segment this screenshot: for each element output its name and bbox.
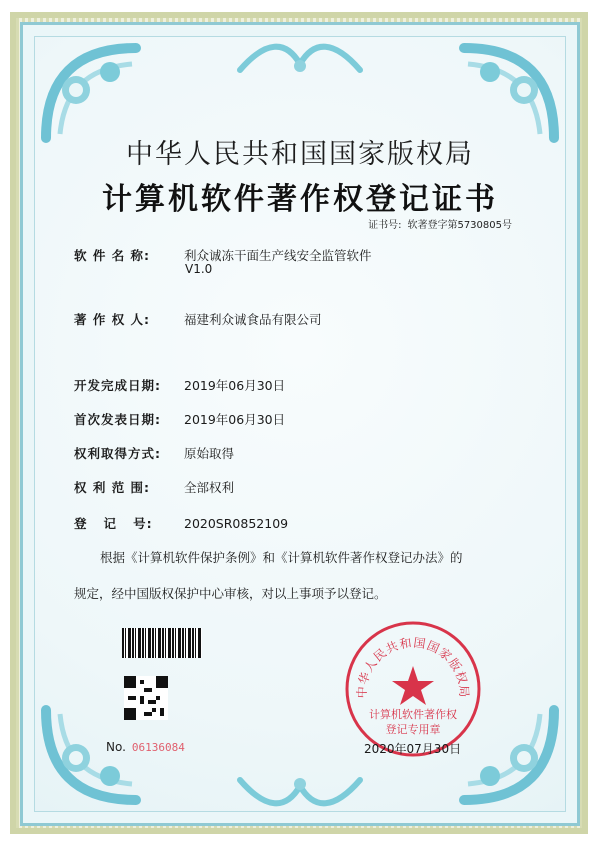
body-text-line-2: 规定，经中国版权保护中心审核，对以上事项予以登记。 [74,586,387,601]
qr-code [124,676,168,720]
barcode [122,628,202,658]
field-software-name [74,246,372,264]
issue-date: 2020年07月30日 [364,742,462,756]
field-value: 全部权利 [184,480,235,495]
field-value: 福建利众诚食品有限公司 [184,312,322,327]
field-label: 登 记 号: [74,516,153,531]
field-label: 开发完成日期: [74,378,161,393]
serial-value: 06136084 [131,741,185,754]
field-registration-number [74,514,288,532]
issuing-authority: 中华人民共和国国家版权局 [126,139,474,170]
field-label: 权利取得方式: [74,446,161,461]
field-label: 著 作 权 人: [74,312,151,327]
seal-ring-text: 中华人民共和国国家版权局 [354,635,472,699]
certificate-number-label: 证书号: [368,220,402,231]
field-value: 原始取得 [184,446,235,461]
seal-text-line-1: 计算机软件著作权 [369,708,457,721]
official-seal [342,618,484,760]
field-acquisition-method [74,444,234,462]
serial-label: No. [106,740,126,754]
bottom-center-ornament [236,770,364,810]
certificate-title: 计算机软件著作权登记证书 [102,182,498,217]
serial-number [106,740,185,754]
field-value: 2019年06月30日 [184,412,286,427]
certificate-number [362,216,512,231]
body-text-line-1: 根据《计算机软件保护条例》和《计算机软件著作权登记办法》的 [100,550,463,565]
field-completion-date [74,376,285,394]
software-version: V1.0 [185,262,213,276]
seal-text-line-2: 登记专用章 [385,723,441,736]
field-publication-date [74,410,285,428]
field-value: 2020SR0852109 [184,516,289,531]
seal-star-icon [392,666,434,705]
certificate-number-value: 软著登字第5730805号 [407,220,512,231]
field-rights-scope [74,478,234,496]
field-label: 权 利 范 围: [74,480,151,495]
field-value: 2019年06月30日 [184,378,286,393]
field-copyright-owner [74,310,322,328]
field-label: 首次发表日期: [74,412,161,427]
top-center-ornament [236,40,364,80]
field-label: 软 件 名 称: [74,248,151,263]
field-value: 利众诚冻干面生产线安全监管软件 [184,248,372,263]
